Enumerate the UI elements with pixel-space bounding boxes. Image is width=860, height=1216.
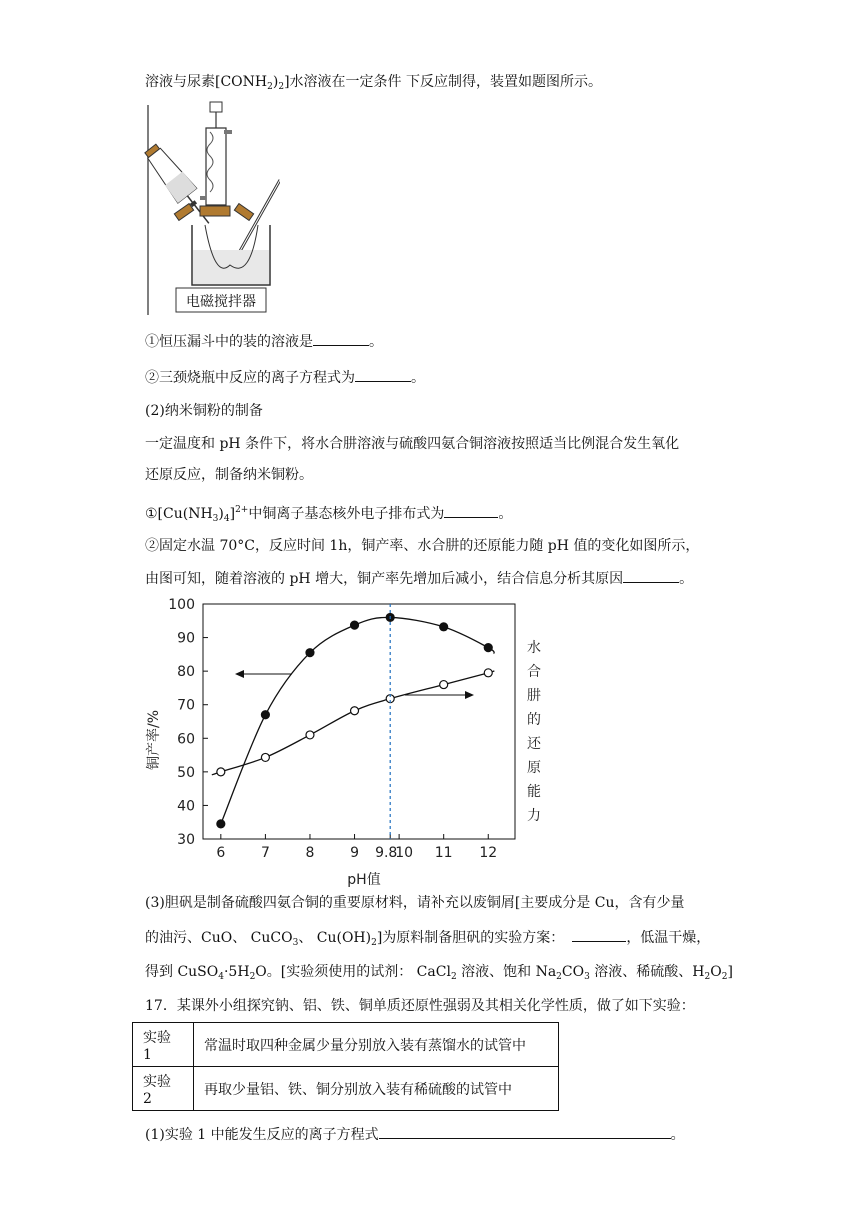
text: ]: [229, 506, 236, 522]
x-tick-label: 10: [395, 845, 414, 861]
subscript: 3: [292, 938, 299, 948]
text: ): [272, 74, 279, 90]
intro-line: [145, 72, 602, 97]
right-axis-char: 水: [527, 640, 541, 656]
text: 的油污、CuO、 CuCO: [145, 930, 293, 946]
answer-blank[interactable]: [313, 331, 369, 346]
left-arrow: [235, 670, 292, 678]
question-17: 17．某课外小组探究钠、铝、铁、铜单质还原性强弱及其相关化学性质，做了如下实验：: [145, 998, 695, 1014]
reducing-ability-point: [484, 669, 492, 677]
text: O。[实验须使用的试剂： CaCl: [255, 964, 451, 980]
x-tick-label: 9.8: [375, 845, 398, 861]
y-tick-label: 70: [177, 697, 195, 714]
subscript: 4: [223, 514, 230, 524]
subscript: 3: [584, 972, 590, 982]
table-cell-label: 实验 2: [133, 1067, 194, 1111]
subscript: 4: [218, 972, 224, 982]
text: 溶液、饱和 Na: [456, 964, 557, 980]
reducing-ability-point: [440, 681, 448, 689]
x-axis-label: pH值: [347, 872, 381, 888]
copper-yield-point: [261, 711, 269, 719]
reducing-ability-point: [217, 768, 225, 776]
question-2-2-cont: [145, 568, 693, 589]
text: (1)实验 1 中能发生反应的离子方程式: [145, 1127, 379, 1143]
y-tick-label: 50: [177, 764, 195, 781]
text: ①[Cu(NH: [145, 506, 213, 522]
chart-axes: [203, 604, 515, 839]
x-tick-label: 8: [305, 845, 315, 861]
question-3-cont: [145, 927, 710, 953]
table-row: [133, 1067, 559, 1111]
table-cell-label: 实验 1: [133, 1023, 194, 1067]
y-tick-label: 80: [177, 664, 195, 681]
subscript: 2: [704, 972, 711, 982]
y-tick-label: 100: [168, 597, 195, 613]
copper-yield-point: [306, 649, 314, 657]
answer-blank[interactable]: [572, 927, 626, 942]
question-3-cont2: [145, 962, 733, 987]
subscript: 2: [371, 938, 377, 948]
y-tick-label: 40: [177, 798, 195, 815]
answer-blank[interactable]: [379, 1124, 671, 1139]
x-tick-label: 9: [350, 845, 360, 861]
question-2-intro-cont: 还原反应，制备纳米铜粉。: [145, 467, 313, 483]
plot-frame: [203, 604, 515, 839]
right-axis-char: 能: [527, 784, 541, 800]
answer-blank[interactable]: [355, 367, 411, 382]
text: ·5H: [223, 964, 250, 980]
x-tick-label: 11: [434, 845, 453, 861]
text: ]为原料制备胆矾的实验方案：: [376, 930, 565, 946]
chart-series: [212, 613, 494, 827]
copper-yield-point: [484, 644, 492, 652]
apparatus-figure: [140, 100, 280, 320]
right-axis-char: 原: [527, 760, 541, 776]
subscript: 2: [267, 82, 273, 92]
answer-blank[interactable]: [623, 568, 679, 583]
right-axis-char: 还: [527, 736, 541, 752]
right-axis-label: [527, 639, 542, 824]
x-tick-label: 7: [260, 845, 270, 861]
text: 。: [369, 334, 383, 350]
y-axis-label: 铜产率/%: [146, 709, 162, 771]
table-row: [133, 1023, 559, 1067]
text: ]水溶液在一定条件 下反应制得，装置如题图所示。: [284, 74, 602, 90]
question-2-2: ②固定水温 70°C，反应时间 1h，铜产率、水合肼的还原能力随 pH 值的变化如图所示，: [145, 538, 700, 554]
reducing-ability-line: [212, 671, 494, 775]
question-1-1: [145, 331, 383, 352]
subscript: 2: [721, 972, 728, 982]
question-2-intro: 一定温度和 pH 条件下，将水合肼溶液与硫酸四氨合铜溶液按照适当比例混合发生氧化: [145, 436, 680, 452]
text: 中铜离子基态核外电子排布式为: [248, 506, 445, 522]
right-axis-char: 力: [527, 808, 541, 824]
copper-yield-point: [351, 621, 359, 629]
subscript: 3: [212, 514, 219, 524]
text: 得到 CuSO: [145, 964, 219, 980]
text: ): [218, 506, 224, 522]
subscript: 2: [278, 82, 285, 92]
question-2-title: (2)纳米铜粉的制备: [145, 403, 263, 419]
text: 、 Cu(OH): [298, 930, 372, 946]
y-tick-label: 60: [177, 731, 195, 748]
ph-chart: [140, 590, 560, 890]
experiment-table: [132, 1022, 559, 1111]
text: 溶液、稀硫酸、H: [589, 964, 705, 980]
superscript: 2+: [235, 505, 249, 515]
right-axis-char: 肼: [527, 688, 541, 704]
text: 。: [411, 370, 425, 386]
copper-yield-point: [217, 820, 225, 828]
question-2-1: [145, 500, 512, 529]
y-tick-label: 30: [177, 832, 195, 848]
text: ②三颈烧瓶中反应的离子方程式为: [145, 370, 355, 386]
stirrer-label: 电磁搅拌器: [186, 294, 256, 310]
question-1-2: [145, 367, 425, 388]
answer-blank[interactable]: [444, 503, 498, 518]
reducing-ability-point: [306, 731, 314, 739]
text: O: [710, 964, 722, 980]
subscript: 2: [249, 972, 256, 982]
reducing-ability-point: [351, 707, 359, 715]
text: CO: [561, 964, 585, 980]
text: 。: [498, 506, 513, 522]
question-3: (3)胆矾是制备硫酸四氨合铜的重要原材料，请补充以废铜屑[主要成分是 Cu，含有少量: [145, 895, 685, 911]
subscript: 2: [450, 972, 457, 982]
x-tick-label: 6: [216, 845, 226, 861]
text: ]: [727, 964, 733, 980]
text: ①恒压漏斗中的装的溶液是: [145, 334, 313, 350]
text: 溶液与尿素[CONH: [145, 74, 268, 90]
reducing-ability-point: [261, 753, 269, 761]
right-axis-char: 合: [527, 664, 541, 680]
table-cell-desc: 常温时取四种金属少量分别放入装有蒸馏水的试管中: [194, 1023, 559, 1067]
text: 。: [670, 1127, 685, 1143]
copper-yield-point: [440, 623, 448, 631]
copper-yield-line: [221, 617, 494, 823]
question-17-1: [145, 1124, 685, 1145]
table-cell-desc: 再取少量铝、铁、铜分别放入装有稀硫酸的试管中: [194, 1067, 559, 1111]
subscript: 2: [556, 972, 562, 982]
text: 。: [679, 571, 694, 587]
y-tick-label: 90: [177, 630, 195, 647]
right-axis-char: 的: [527, 712, 541, 728]
x-tick-label: 12: [479, 845, 498, 861]
text: 由图可知，随着溶液的 pH 增大，铜产率先增加后减小，结合信息分析其原因: [145, 571, 624, 587]
text: ，低温干燥，: [626, 930, 711, 946]
